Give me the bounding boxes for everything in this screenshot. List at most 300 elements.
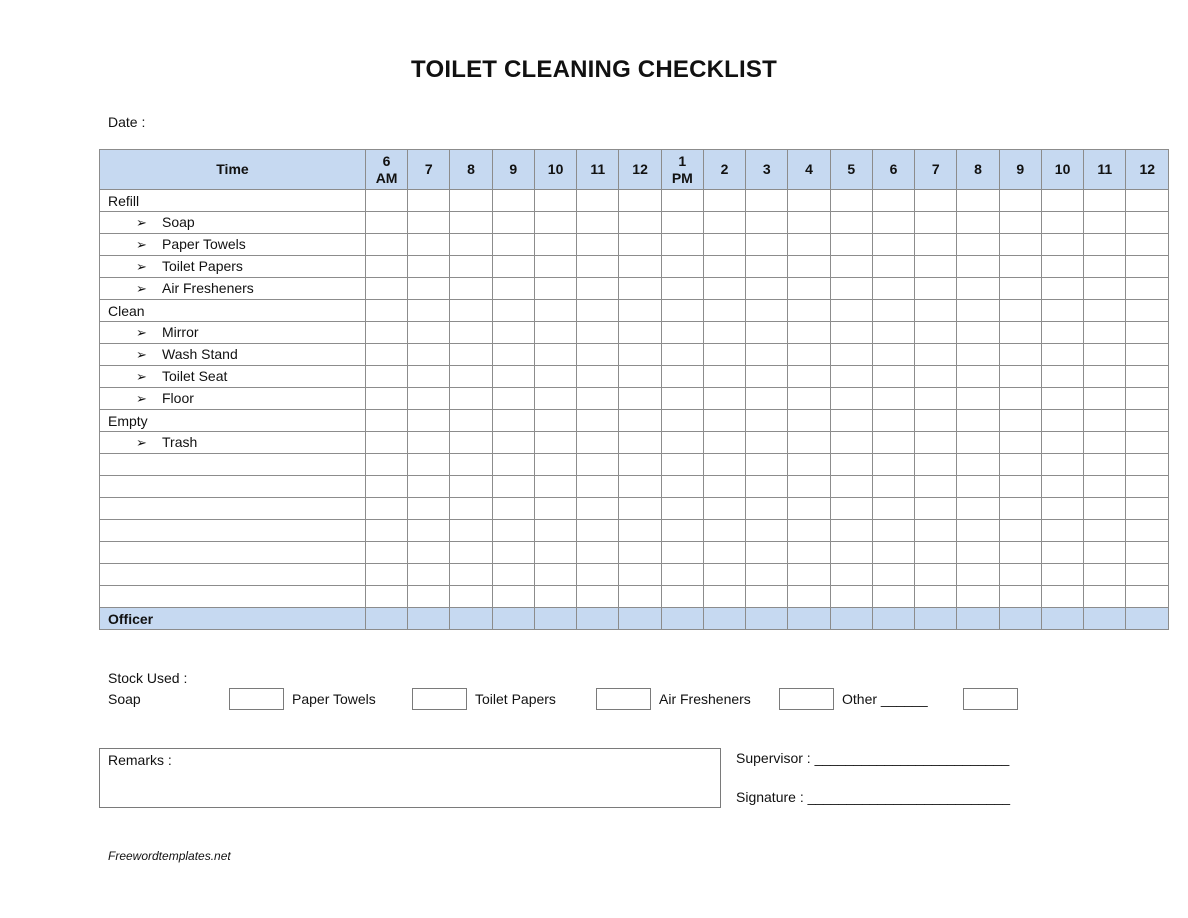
- check-cell[interactable]: [1084, 300, 1126, 322]
- officer-cell[interactable]: [1126, 608, 1169, 630]
- check-cell[interactable]: [1041, 520, 1083, 542]
- check-cell[interactable]: [534, 410, 576, 432]
- check-cell[interactable]: [788, 190, 830, 212]
- check-cell[interactable]: [703, 476, 745, 498]
- check-cell[interactable]: [450, 300, 492, 322]
- check-cell[interactable]: [703, 278, 745, 300]
- check-cell[interactable]: [915, 586, 957, 608]
- check-cell[interactable]: [703, 322, 745, 344]
- check-cell[interactable]: [492, 454, 534, 476]
- check-cell[interactable]: [492, 564, 534, 586]
- check-cell[interactable]: [703, 256, 745, 278]
- check-cell[interactable]: [534, 476, 576, 498]
- check-cell[interactable]: [408, 476, 450, 498]
- check-cell[interactable]: [577, 388, 619, 410]
- check-cell[interactable]: [1126, 212, 1169, 234]
- check-cell[interactable]: [830, 520, 872, 542]
- check-cell[interactable]: [915, 278, 957, 300]
- check-cell[interactable]: [999, 322, 1041, 344]
- check-cell[interactable]: [915, 212, 957, 234]
- check-cell[interactable]: [365, 564, 407, 586]
- check-cell[interactable]: [408, 190, 450, 212]
- check-cell[interactable]: [492, 476, 534, 498]
- check-cell[interactable]: [1041, 476, 1083, 498]
- check-cell[interactable]: [957, 476, 999, 498]
- officer-cell[interactable]: [872, 608, 914, 630]
- check-cell[interactable]: [1126, 498, 1169, 520]
- check-cell[interactable]: [872, 498, 914, 520]
- check-cell[interactable]: [1041, 256, 1083, 278]
- check-cell[interactable]: [746, 322, 788, 344]
- check-cell[interactable]: [1126, 366, 1169, 388]
- check-cell[interactable]: [830, 300, 872, 322]
- check-cell[interactable]: [492, 234, 534, 256]
- check-cell[interactable]: [450, 278, 492, 300]
- check-cell[interactable]: [534, 322, 576, 344]
- check-cell[interactable]: [1126, 256, 1169, 278]
- check-cell[interactable]: [957, 542, 999, 564]
- check-cell[interactable]: [957, 322, 999, 344]
- check-cell[interactable]: [408, 212, 450, 234]
- check-cell[interactable]: [661, 498, 703, 520]
- check-cell[interactable]: [1126, 410, 1169, 432]
- check-cell[interactable]: [577, 322, 619, 344]
- check-cell[interactable]: [746, 190, 788, 212]
- check-cell[interactable]: [661, 322, 703, 344]
- check-cell[interactable]: [957, 498, 999, 520]
- check-cell[interactable]: [661, 300, 703, 322]
- check-cell[interactable]: [788, 212, 830, 234]
- check-cell[interactable]: [661, 388, 703, 410]
- check-cell[interactable]: [788, 256, 830, 278]
- check-cell[interactable]: [746, 212, 788, 234]
- check-cell[interactable]: [534, 190, 576, 212]
- check-cell[interactable]: [534, 432, 576, 454]
- check-cell[interactable]: [830, 542, 872, 564]
- check-cell[interactable]: [999, 388, 1041, 410]
- check-cell[interactable]: [408, 234, 450, 256]
- check-cell[interactable]: [1084, 498, 1126, 520]
- check-cell[interactable]: [450, 234, 492, 256]
- check-cell[interactable]: [957, 190, 999, 212]
- check-cell[interactable]: [830, 410, 872, 432]
- check-cell[interactable]: [1084, 586, 1126, 608]
- check-cell[interactable]: [1126, 476, 1169, 498]
- check-cell[interactable]: [619, 322, 661, 344]
- check-cell[interactable]: [788, 586, 830, 608]
- check-cell[interactable]: [661, 542, 703, 564]
- stock-quantity-box[interactable]: [596, 688, 651, 710]
- check-cell[interactable]: [534, 542, 576, 564]
- check-cell[interactable]: [999, 542, 1041, 564]
- check-cell[interactable]: [915, 366, 957, 388]
- check-cell[interactable]: [365, 212, 407, 234]
- check-cell[interactable]: [408, 388, 450, 410]
- check-cell[interactable]: [746, 542, 788, 564]
- check-cell[interactable]: [365, 190, 407, 212]
- check-cell[interactable]: [1041, 190, 1083, 212]
- check-cell[interactable]: [408, 432, 450, 454]
- check-cell[interactable]: [534, 498, 576, 520]
- check-cell[interactable]: [703, 542, 745, 564]
- officer-cell[interactable]: [830, 608, 872, 630]
- check-cell[interactable]: [450, 190, 492, 212]
- officer-cell[interactable]: [365, 608, 407, 630]
- check-cell[interactable]: [365, 454, 407, 476]
- check-cell[interactable]: [788, 432, 830, 454]
- check-cell[interactable]: [788, 476, 830, 498]
- check-cell[interactable]: [661, 212, 703, 234]
- check-cell[interactable]: [619, 256, 661, 278]
- check-cell[interactable]: [703, 300, 745, 322]
- check-cell[interactable]: [915, 234, 957, 256]
- check-cell[interactable]: [915, 256, 957, 278]
- check-cell[interactable]: [830, 454, 872, 476]
- check-cell[interactable]: [1084, 278, 1126, 300]
- check-cell[interactable]: [999, 476, 1041, 498]
- officer-cell[interactable]: [408, 608, 450, 630]
- check-cell[interactable]: [957, 300, 999, 322]
- check-cell[interactable]: [1084, 344, 1126, 366]
- check-cell[interactable]: [365, 388, 407, 410]
- check-cell[interactable]: [957, 454, 999, 476]
- check-cell[interactable]: [872, 410, 914, 432]
- check-cell[interactable]: [788, 366, 830, 388]
- check-cell[interactable]: [408, 410, 450, 432]
- check-cell[interactable]: [408, 366, 450, 388]
- check-cell[interactable]: [872, 190, 914, 212]
- check-cell[interactable]: [365, 344, 407, 366]
- check-cell[interactable]: [746, 564, 788, 586]
- check-cell[interactable]: [619, 476, 661, 498]
- check-cell[interactable]: [788, 278, 830, 300]
- check-cell[interactable]: [619, 190, 661, 212]
- check-cell[interactable]: [915, 388, 957, 410]
- check-cell[interactable]: [872, 454, 914, 476]
- check-cell[interactable]: [408, 256, 450, 278]
- check-cell[interactable]: [365, 476, 407, 498]
- check-cell[interactable]: [1041, 410, 1083, 432]
- check-cell[interactable]: [957, 366, 999, 388]
- check-cell[interactable]: [788, 234, 830, 256]
- check-cell[interactable]: [999, 564, 1041, 586]
- check-cell[interactable]: [915, 344, 957, 366]
- check-cell[interactable]: [872, 564, 914, 586]
- check-cell[interactable]: [999, 256, 1041, 278]
- check-cell[interactable]: [619, 388, 661, 410]
- check-cell[interactable]: [492, 520, 534, 542]
- check-cell[interactable]: [1041, 366, 1083, 388]
- check-cell[interactable]: [492, 542, 534, 564]
- check-cell[interactable]: [534, 564, 576, 586]
- check-cell[interactable]: [1126, 278, 1169, 300]
- check-cell[interactable]: [1041, 344, 1083, 366]
- check-cell[interactable]: [1084, 322, 1126, 344]
- check-cell[interactable]: [365, 432, 407, 454]
- check-cell[interactable]: [577, 542, 619, 564]
- stock-quantity-box[interactable]: [229, 688, 284, 710]
- check-cell[interactable]: [534, 388, 576, 410]
- check-cell[interactable]: [746, 256, 788, 278]
- check-cell[interactable]: [746, 586, 788, 608]
- check-cell[interactable]: [999, 190, 1041, 212]
- check-cell[interactable]: [450, 564, 492, 586]
- check-cell[interactable]: [661, 234, 703, 256]
- check-cell[interactable]: [1126, 542, 1169, 564]
- officer-cell[interactable]: [957, 608, 999, 630]
- check-cell[interactable]: [365, 542, 407, 564]
- check-cell[interactable]: [999, 212, 1041, 234]
- check-cell[interactable]: [619, 234, 661, 256]
- check-cell[interactable]: [830, 388, 872, 410]
- check-cell[interactable]: [830, 564, 872, 586]
- check-cell[interactable]: [577, 432, 619, 454]
- check-cell[interactable]: [450, 366, 492, 388]
- check-cell[interactable]: [450, 256, 492, 278]
- check-cell[interactable]: [365, 366, 407, 388]
- check-cell[interactable]: [534, 586, 576, 608]
- check-cell[interactable]: [577, 190, 619, 212]
- check-cell[interactable]: [703, 498, 745, 520]
- check-cell[interactable]: [365, 256, 407, 278]
- check-cell[interactable]: [492, 388, 534, 410]
- check-cell[interactable]: [1084, 542, 1126, 564]
- check-cell[interactable]: [915, 410, 957, 432]
- check-cell[interactable]: [661, 344, 703, 366]
- check-cell[interactable]: [788, 564, 830, 586]
- check-cell[interactable]: [788, 454, 830, 476]
- check-cell[interactable]: [915, 190, 957, 212]
- check-cell[interactable]: [788, 344, 830, 366]
- check-cell[interactable]: [703, 586, 745, 608]
- check-cell[interactable]: [746, 388, 788, 410]
- check-cell[interactable]: [746, 366, 788, 388]
- check-cell[interactable]: [577, 366, 619, 388]
- check-cell[interactable]: [999, 586, 1041, 608]
- check-cell[interactable]: [492, 410, 534, 432]
- check-cell[interactable]: [408, 520, 450, 542]
- check-cell[interactable]: [1084, 454, 1126, 476]
- officer-cell[interactable]: [788, 608, 830, 630]
- check-cell[interactable]: [957, 256, 999, 278]
- officer-cell[interactable]: [703, 608, 745, 630]
- check-cell[interactable]: [999, 498, 1041, 520]
- check-cell[interactable]: [1126, 432, 1169, 454]
- check-cell[interactable]: [703, 212, 745, 234]
- check-cell[interactable]: [577, 344, 619, 366]
- check-cell[interactable]: [1084, 432, 1126, 454]
- check-cell[interactable]: [915, 454, 957, 476]
- check-cell[interactable]: [1041, 586, 1083, 608]
- stock-quantity-box[interactable]: [963, 688, 1018, 710]
- check-cell[interactable]: [619, 454, 661, 476]
- check-cell[interactable]: [365, 300, 407, 322]
- check-cell[interactable]: [830, 498, 872, 520]
- check-cell[interactable]: [534, 278, 576, 300]
- check-cell[interactable]: [1041, 212, 1083, 234]
- check-cell[interactable]: [661, 410, 703, 432]
- check-cell[interactable]: [788, 300, 830, 322]
- check-cell[interactable]: [365, 278, 407, 300]
- check-cell[interactable]: [1041, 278, 1083, 300]
- check-cell[interactable]: [1041, 432, 1083, 454]
- check-cell[interactable]: [830, 234, 872, 256]
- check-cell[interactable]: [1126, 564, 1169, 586]
- check-cell[interactable]: [619, 586, 661, 608]
- check-cell[interactable]: [957, 212, 999, 234]
- officer-cell[interactable]: [1041, 608, 1083, 630]
- check-cell[interactable]: [1084, 410, 1126, 432]
- check-cell[interactable]: [408, 454, 450, 476]
- check-cell[interactable]: [746, 454, 788, 476]
- check-cell[interactable]: [1126, 300, 1169, 322]
- check-cell[interactable]: [703, 366, 745, 388]
- check-cell[interactable]: [830, 322, 872, 344]
- check-cell[interactable]: [661, 520, 703, 542]
- check-cell[interactable]: [492, 432, 534, 454]
- check-cell[interactable]: [1084, 564, 1126, 586]
- officer-cell[interactable]: [577, 608, 619, 630]
- check-cell[interactable]: [1041, 454, 1083, 476]
- check-cell[interactable]: [957, 586, 999, 608]
- check-cell[interactable]: [830, 344, 872, 366]
- check-cell[interactable]: [746, 278, 788, 300]
- check-cell[interactable]: [703, 388, 745, 410]
- check-cell[interactable]: [999, 278, 1041, 300]
- check-cell[interactable]: [999, 410, 1041, 432]
- check-cell[interactable]: [408, 498, 450, 520]
- check-cell[interactable]: [830, 212, 872, 234]
- check-cell[interactable]: [365, 586, 407, 608]
- check-cell[interactable]: [577, 498, 619, 520]
- officer-cell[interactable]: [450, 608, 492, 630]
- check-cell[interactable]: [619, 212, 661, 234]
- check-cell[interactable]: [619, 432, 661, 454]
- check-cell[interactable]: [492, 586, 534, 608]
- check-cell[interactable]: [999, 520, 1041, 542]
- check-cell[interactable]: [915, 476, 957, 498]
- check-cell[interactable]: [830, 476, 872, 498]
- check-cell[interactable]: [534, 520, 576, 542]
- check-cell[interactable]: [577, 564, 619, 586]
- check-cell[interactable]: [450, 212, 492, 234]
- check-cell[interactable]: [872, 344, 914, 366]
- check-cell[interactable]: [577, 476, 619, 498]
- check-cell[interactable]: [788, 410, 830, 432]
- check-cell[interactable]: [1084, 366, 1126, 388]
- check-cell[interactable]: [408, 564, 450, 586]
- check-cell[interactable]: [999, 234, 1041, 256]
- check-cell[interactable]: [788, 520, 830, 542]
- check-cell[interactable]: [746, 234, 788, 256]
- check-cell[interactable]: [619, 278, 661, 300]
- check-cell[interactable]: [534, 366, 576, 388]
- check-cell[interactable]: [1126, 344, 1169, 366]
- remarks-box[interactable]: [99, 748, 721, 808]
- check-cell[interactable]: [957, 344, 999, 366]
- check-cell[interactable]: [872, 278, 914, 300]
- check-cell[interactable]: [1084, 520, 1126, 542]
- check-cell[interactable]: [1084, 212, 1126, 234]
- check-cell[interactable]: [619, 344, 661, 366]
- check-cell[interactable]: [661, 564, 703, 586]
- check-cell[interactable]: [365, 322, 407, 344]
- check-cell[interactable]: [872, 322, 914, 344]
- check-cell[interactable]: [577, 520, 619, 542]
- officer-cell[interactable]: [746, 608, 788, 630]
- check-cell[interactable]: [408, 344, 450, 366]
- check-cell[interactable]: [1041, 322, 1083, 344]
- check-cell[interactable]: [661, 476, 703, 498]
- check-cell[interactable]: [408, 586, 450, 608]
- check-cell[interactable]: [957, 520, 999, 542]
- check-cell[interactable]: [872, 388, 914, 410]
- check-cell[interactable]: [1041, 564, 1083, 586]
- check-cell[interactable]: [830, 256, 872, 278]
- check-cell[interactable]: [661, 454, 703, 476]
- officer-cell[interactable]: [619, 608, 661, 630]
- check-cell[interactable]: [661, 278, 703, 300]
- officer-cell[interactable]: [999, 608, 1041, 630]
- check-cell[interactable]: [999, 344, 1041, 366]
- check-cell[interactable]: [999, 366, 1041, 388]
- officer-cell[interactable]: [915, 608, 957, 630]
- check-cell[interactable]: [577, 212, 619, 234]
- check-cell[interactable]: [1126, 234, 1169, 256]
- check-cell[interactable]: [872, 234, 914, 256]
- check-cell[interactable]: [1126, 520, 1169, 542]
- check-cell[interactable]: [788, 388, 830, 410]
- check-cell[interactable]: [915, 520, 957, 542]
- check-cell[interactable]: [1041, 498, 1083, 520]
- check-cell[interactable]: [661, 256, 703, 278]
- check-cell[interactable]: [872, 432, 914, 454]
- check-cell[interactable]: [746, 344, 788, 366]
- check-cell[interactable]: [450, 410, 492, 432]
- check-cell[interactable]: [450, 586, 492, 608]
- check-cell[interactable]: [450, 498, 492, 520]
- check-cell[interactable]: [450, 476, 492, 498]
- check-cell[interactable]: [534, 234, 576, 256]
- check-cell[interactable]: [830, 278, 872, 300]
- check-cell[interactable]: [1041, 300, 1083, 322]
- check-cell[interactable]: [957, 410, 999, 432]
- check-cell[interactable]: [619, 300, 661, 322]
- check-cell[interactable]: [999, 432, 1041, 454]
- check-cell[interactable]: [872, 476, 914, 498]
- check-cell[interactable]: [492, 498, 534, 520]
- check-cell[interactable]: [872, 300, 914, 322]
- check-cell[interactable]: [534, 256, 576, 278]
- officer-cell[interactable]: [1084, 608, 1126, 630]
- check-cell[interactable]: [408, 300, 450, 322]
- check-cell[interactable]: [619, 410, 661, 432]
- check-cell[interactable]: [1126, 586, 1169, 608]
- check-cell[interactable]: [492, 190, 534, 212]
- check-cell[interactable]: [703, 190, 745, 212]
- check-cell[interactable]: [872, 212, 914, 234]
- check-cell[interactable]: [1041, 234, 1083, 256]
- check-cell[interactable]: [577, 234, 619, 256]
- check-cell[interactable]: [577, 410, 619, 432]
- check-cell[interactable]: [450, 344, 492, 366]
- check-cell[interactable]: [450, 542, 492, 564]
- check-cell[interactable]: [492, 300, 534, 322]
- check-cell[interactable]: [492, 278, 534, 300]
- check-cell[interactable]: [492, 256, 534, 278]
- check-cell[interactable]: [492, 212, 534, 234]
- check-cell[interactable]: [788, 542, 830, 564]
